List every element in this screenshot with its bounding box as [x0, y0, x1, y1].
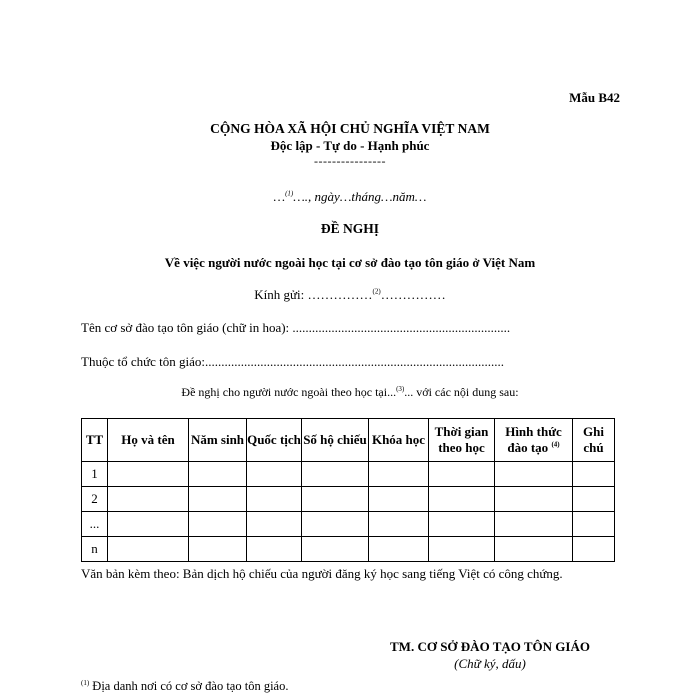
signature-title: TM. CƠ SỞ ĐÀO TẠO TÔN GIÁO: [390, 639, 590, 654]
table-cell: [495, 512, 573, 537]
proposal-line: [0, 385, 700, 400]
table-cell: [369, 462, 429, 487]
footnote-text: Địa danh nơi có cơ sở đào tạo tôn giáo.: [92, 679, 289, 693]
col-header-note: Ghi chú: [573, 419, 615, 462]
table-cell: [429, 512, 495, 537]
table-cell: [495, 537, 573, 562]
table-cell: [108, 462, 189, 487]
col-header-mode: [495, 419, 573, 462]
col-header-passport: Số hộ chiếu: [302, 419, 369, 462]
footnote-ref-3: (3): [396, 385, 405, 393]
table-cell: [369, 487, 429, 512]
recipient-suffix: ……………: [380, 287, 446, 302]
col-header-course: Khóa học: [369, 419, 429, 462]
table-cell: [108, 537, 189, 562]
table-cell: [573, 537, 615, 562]
table-cell: [573, 462, 615, 487]
date-text: …., ngày…tháng…năm…: [293, 189, 427, 204]
table-cell: [247, 462, 302, 487]
table-cell: [302, 462, 369, 487]
table-cell: [247, 512, 302, 537]
row-number: ...: [82, 512, 108, 537]
col-header-duration: Thời gian theo học: [429, 419, 495, 462]
table-cell: [495, 462, 573, 487]
institution-field: Tên cơ sở đào tạo tôn giáo (chữ in hoa): ...................................................................: [81, 320, 511, 335]
footnote-ref-4: (4): [551, 440, 560, 449]
table-row: [82, 537, 615, 562]
students-table: [81, 418, 615, 562]
date-line: [0, 189, 700, 205]
row-number: 1: [82, 462, 108, 487]
table-cell: [189, 462, 247, 487]
col-header-nationality: Quốc tịch: [247, 419, 302, 462]
table-cell: [369, 537, 429, 562]
col-header-birth-year: Năm sinh: [189, 419, 247, 462]
row-number: 2: [82, 487, 108, 512]
recipient-line: [0, 287, 700, 303]
table-header-row: [82, 419, 615, 462]
table-cell: [495, 487, 573, 512]
table-cell: [108, 487, 189, 512]
proposal-prefix: Đề nghị cho người nước ngoài theo học tại...: [181, 385, 397, 399]
table-cell: [429, 537, 495, 562]
table-cell: [302, 487, 369, 512]
col-header-tt: TT: [82, 419, 108, 462]
footnote-ref-2: (2): [372, 287, 381, 296]
col-header-name: Họ và tên: [108, 419, 189, 462]
country-heading: CỘNG HÒA XÃ HỘI CHỦ NGHĨA VIỆT NAM: [210, 121, 490, 136]
footnote-marker: (1): [81, 678, 90, 687]
table-row: [82, 462, 615, 487]
table-cell: [189, 537, 247, 562]
proposal-suffix: ... với các nội dung sau:: [404, 385, 519, 399]
signature-note: (Chữ ký, dấu): [454, 656, 526, 671]
table-cell: [573, 487, 615, 512]
table-cell: [247, 537, 302, 562]
motto-rule: ----------------: [314, 154, 386, 168]
form-code: Mẫu B42: [569, 90, 620, 105]
motto: Độc lập - Tự do - Hạnh phúc: [270, 138, 430, 153]
organization-field: Thuộc tổ chức tôn giáo:............................................................................................: [81, 354, 505, 369]
document-title: ĐỀ NGHỊ: [320, 221, 380, 236]
date-prefix: …: [273, 189, 286, 204]
table-cell: [247, 487, 302, 512]
table-cell: [429, 462, 495, 487]
recipient-prefix: Kính gửi: ……………: [254, 287, 373, 302]
table-cell: [302, 537, 369, 562]
table-cell: [108, 512, 189, 537]
row-number: n: [82, 537, 108, 562]
table-cell: [189, 512, 247, 537]
attachment-note: Văn bản kèm theo: Bản dịch hộ chiếu của người đăng ký học sang tiếng Việt có công chứng.: [81, 566, 563, 581]
table-row: [82, 512, 615, 537]
table-cell: [429, 487, 495, 512]
table-cell: [189, 487, 247, 512]
table-cell: [302, 512, 369, 537]
table-cell: [573, 512, 615, 537]
mode-label: Hình thức đào tạo: [505, 424, 562, 455]
document-subject: Về việc người nước ngoài học tại cơ sở đào tạo tôn giáo ở Việt Nam: [164, 255, 536, 270]
table-row: [82, 487, 615, 512]
table-cell: [369, 512, 429, 537]
footnote-ref-1: (1): [285, 189, 294, 198]
footnote-1: [81, 679, 288, 694]
